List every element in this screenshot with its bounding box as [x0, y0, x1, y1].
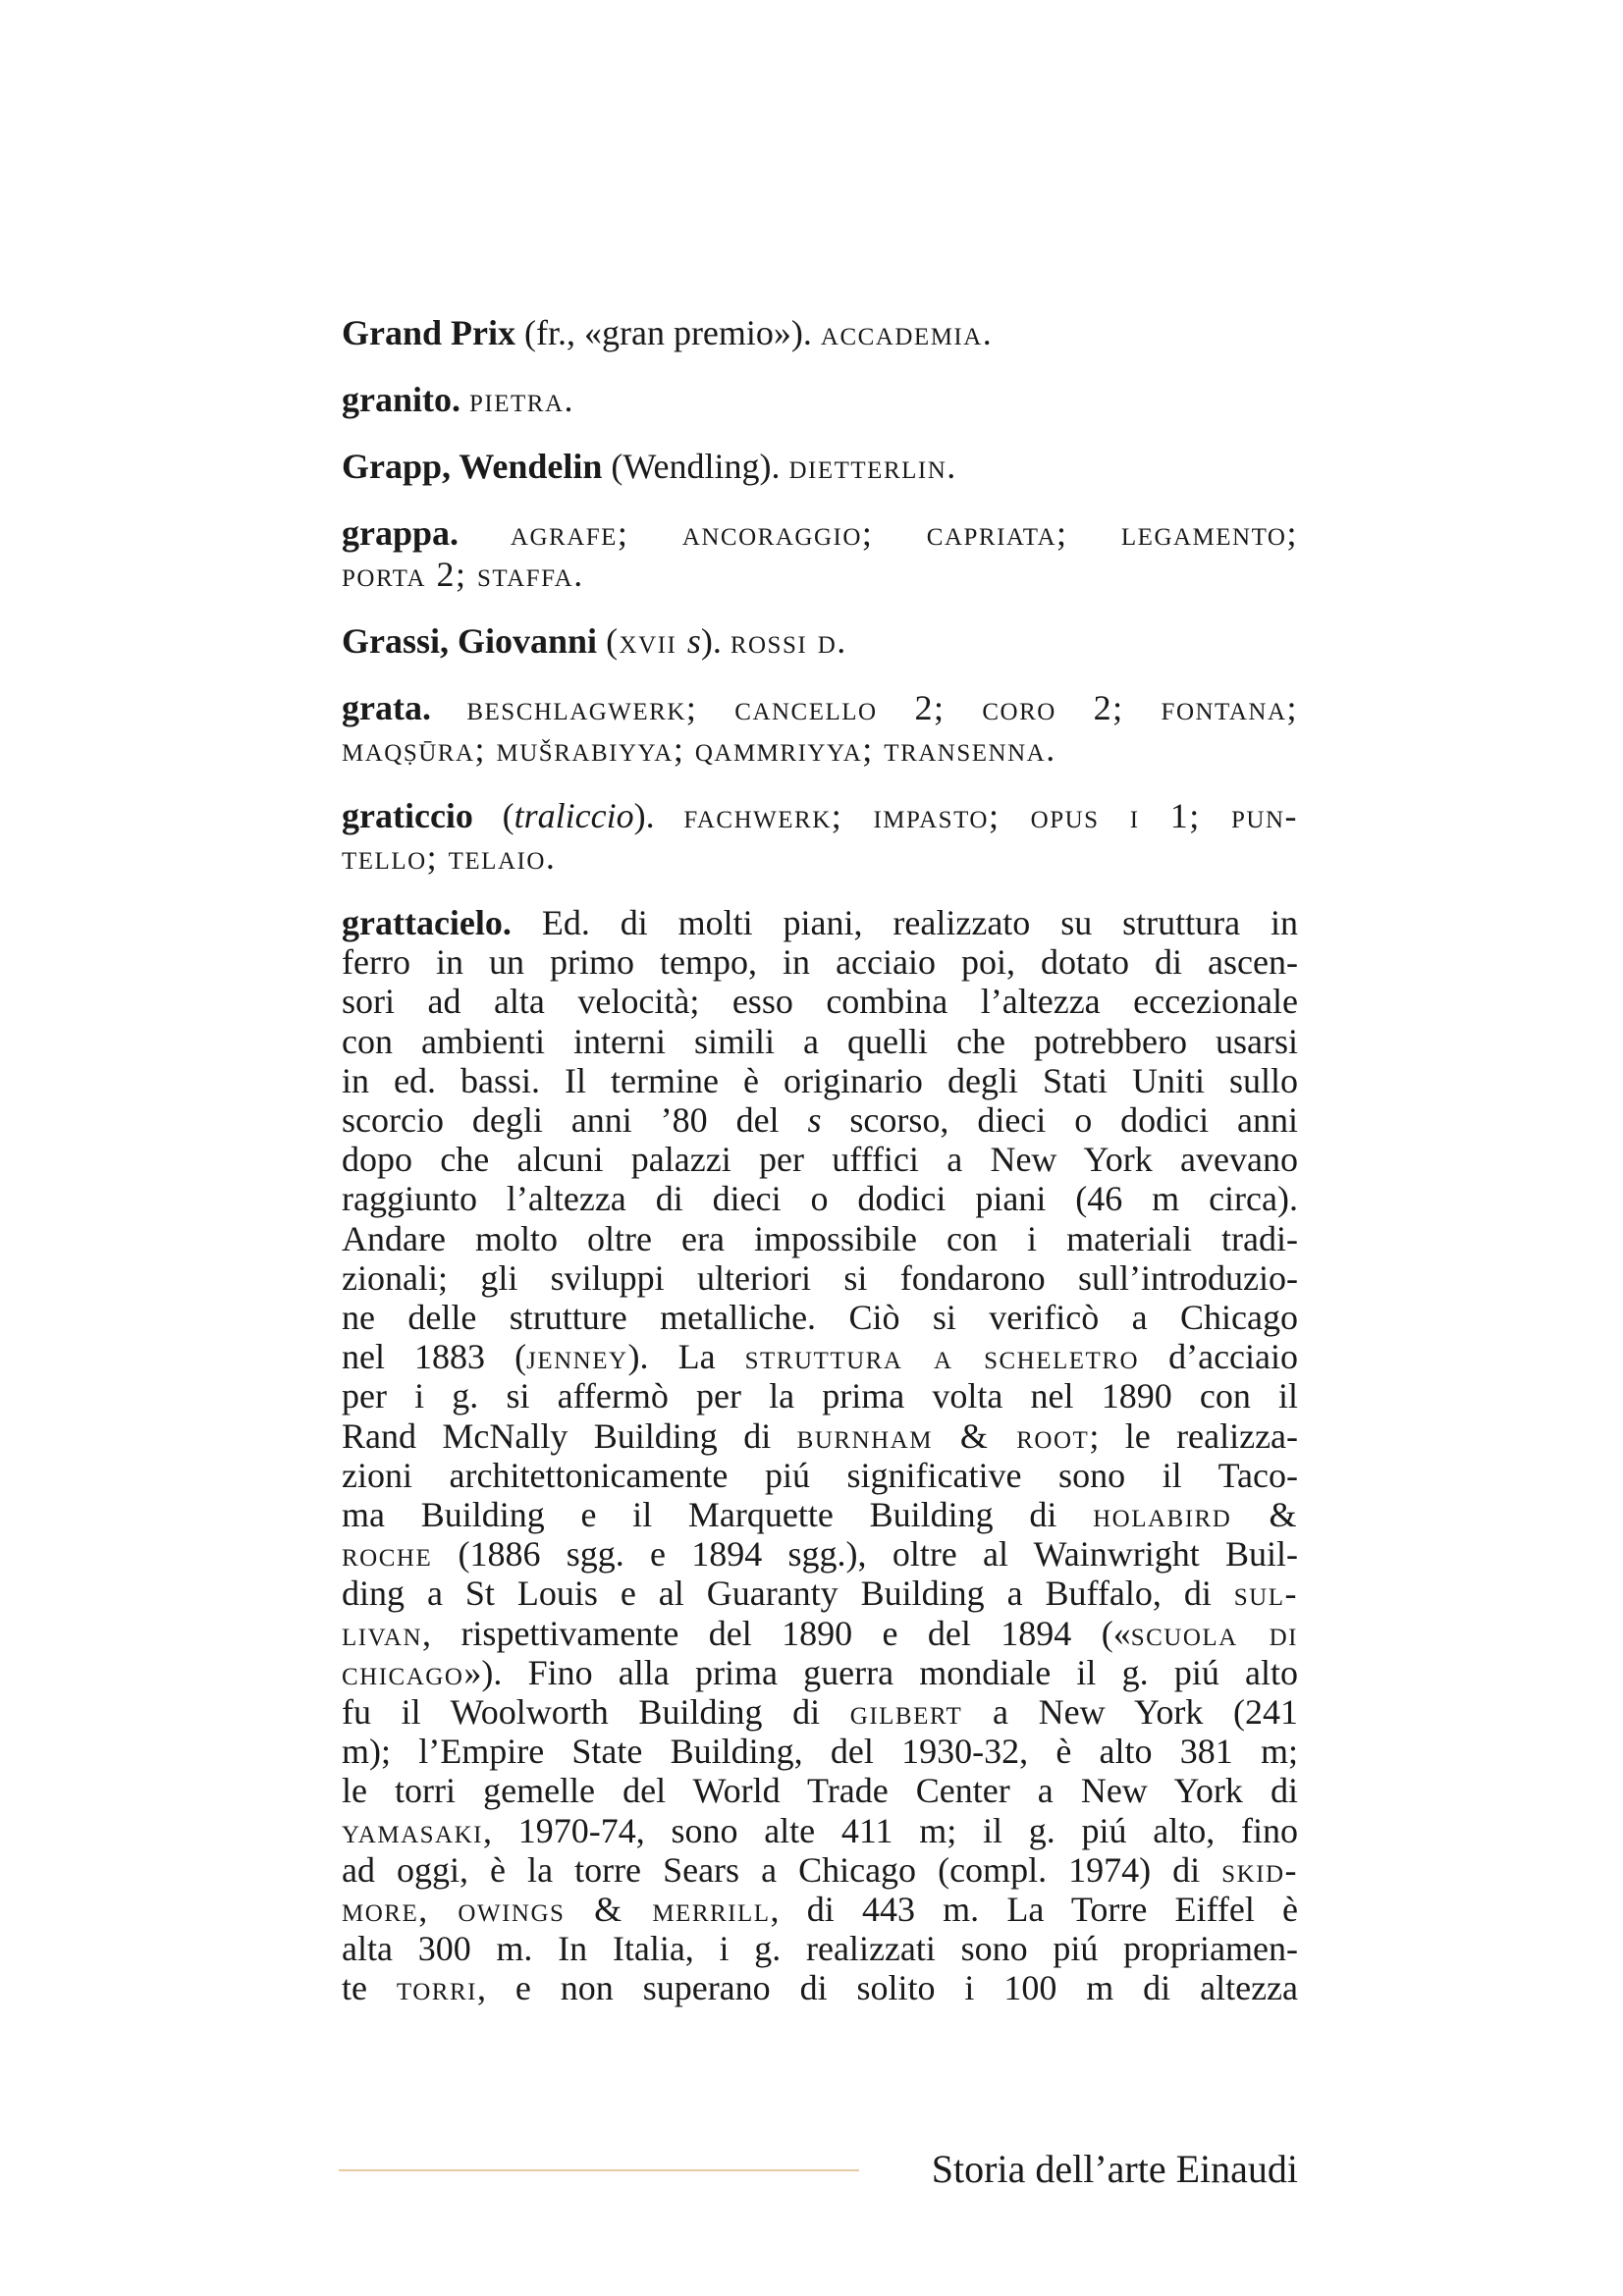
entry-crossref: beschlagwerk; cancello 2; coro 2; fontana; — [466, 688, 1298, 727]
entry-graticcio — [342, 795, 1298, 878]
body-line: zioni architettonicamente piú significative sono il Taco- — [342, 1455, 1298, 1495]
entry-grapp — [342, 446, 1298, 487]
body-line: Rand McNally Building di burnham & root; le realizza- — [342, 1415, 1299, 1456]
entry-headword: Grassi, Giovanni — [342, 621, 598, 661]
body-line: dopo che alcuni palazzi per ufffici a New York avevano — [342, 1140, 1298, 1180]
body-line: ma Building e il Marquette Building di holabird & — [342, 1495, 1298, 1535]
body-line: ad oggi, è la torre Sears a Chicago (compl. 1974) di skid- — [342, 1849, 1298, 1890]
entry-crossref-continued: porta 2; staffa. — [342, 555, 584, 594]
body-line: con ambienti interni simili a quelli che potrebbero usarsi — [342, 1021, 1298, 1061]
body-line: chicago»). Fino alla prima guerra mondiale il g. piú alto — [342, 1652, 1298, 1692]
body-line: zionali; gli sviluppi ulteriori si fondarono sull’introduzio- — [342, 1257, 1298, 1298]
entry-crossref: accademia. — [820, 313, 994, 352]
body-line: m); l’Empire State Building, del 1930-32, è alto 381 m; — [342, 1732, 1298, 1772]
entry-crossref: rossi d. — [730, 621, 847, 661]
entry-grattacielo — [342, 903, 1298, 2008]
entry-grata — [342, 687, 1298, 770]
entry-gloss: (traliccio). — [502, 796, 655, 835]
body-line: alta 300 m. In Italia, i g. realizzati sono piú propriamen- — [342, 1929, 1298, 1969]
entry-headword: grata. — [342, 688, 431, 727]
entry-gloss: (fr., «gran premio»). — [524, 313, 812, 352]
page-footer — [339, 2148, 1298, 2191]
body-line: ding a St Louis e al Guaranty Building a Buffalo, di sul- — [342, 1574, 1298, 1614]
entry-crossref: pietra. — [469, 380, 574, 419]
entry-headword: granito. — [342, 380, 460, 419]
entry-headword: grattacielo. — [342, 903, 512, 942]
entry-grand-prix — [342, 312, 1298, 353]
body-line: le torri gemelle del World Trade Center a New York di — [342, 1771, 1298, 1811]
body-line: ferro in un primo tempo, in acciaio poi, dotato di ascen- — [342, 942, 1298, 983]
body-line: sori ad alta velocità; esso combina l’altezza eccezionale — [342, 982, 1298, 1022]
entry-gloss: (xvii s). — [606, 621, 722, 661]
body-line: per i g. si affermò per la prima volta nel 1890 con il — [342, 1376, 1298, 1416]
body-line: ne delle strutture metalliche. Ciò si verificò a Chicago — [342, 1298, 1298, 1338]
entry-headword: grappa. — [342, 513, 460, 553]
body-line: livan, rispettivamente del 1890 e del 1894 («scuola di — [342, 1613, 1298, 1653]
entry-granito — [342, 379, 1298, 420]
entry-crossref-continued: maqṣūra; mušrabiyya; qammriyya; transenna. — [342, 729, 1056, 769]
entry-headword: Grapp, Wendelin — [342, 447, 603, 486]
entry-grappa — [342, 512, 1298, 595]
entry-grassi — [342, 620, 1298, 662]
footer-title: Storia dell’arte Einaudi — [931, 2147, 1298, 2191]
body-line: scorcio degli anni ’80 del s scorso, dieci o dodici anni — [342, 1100, 1298, 1141]
body-line: in ed. bassi. Il termine è originario degli Stati Uniti sullo — [342, 1060, 1298, 1100]
entry-crossref: agrafe; ancoraggio; capriata; legamento; — [510, 513, 1298, 553]
body-line: grattacielo. Ed. di molti piani, realizzato su struttura in — [342, 903, 1298, 942]
body-line: te torri, e non superano di solito i 100 m di altezza — [342, 1968, 1298, 2008]
dictionary-page — [342, 312, 1298, 2008]
footer-rule — [339, 2169, 859, 2171]
body-line: yamasaki, 1970-74, sono alte 411 m; il g. piú alto, fino — [342, 1810, 1298, 1850]
entry-crossref: dietterlin. — [788, 447, 957, 486]
entry-crossref-continued: tello; telaio. — [342, 837, 557, 877]
body-line: nel 1883 (jenney). La struttura a scheletro d’acciaio — [342, 1337, 1299, 1377]
entry-headword: graticcio — [342, 796, 473, 835]
entry-headword: Grand Prix — [342, 313, 515, 352]
entry-crossref: fachwerk; impasto; opus i 1; pun- — [683, 796, 1299, 835]
body-line: roche (1886 sgg. e 1894 sgg.), oltre al Wainwright Buil- — [342, 1534, 1298, 1575]
body-line: raggiunto l’altezza di dieci o dodici piani (46 m circa). — [342, 1179, 1298, 1219]
body-line: fu il Woolworth Building di gilbert a New York (241 — [342, 1692, 1298, 1733]
body-line: Andare molto oltre era impossibile con i materiali tradi- — [342, 1218, 1298, 1258]
entry-gloss: (Wendling). — [611, 447, 781, 486]
body-line: more, owings & merrill, di 443 m. La Torre Eiffel è — [342, 1890, 1298, 1930]
